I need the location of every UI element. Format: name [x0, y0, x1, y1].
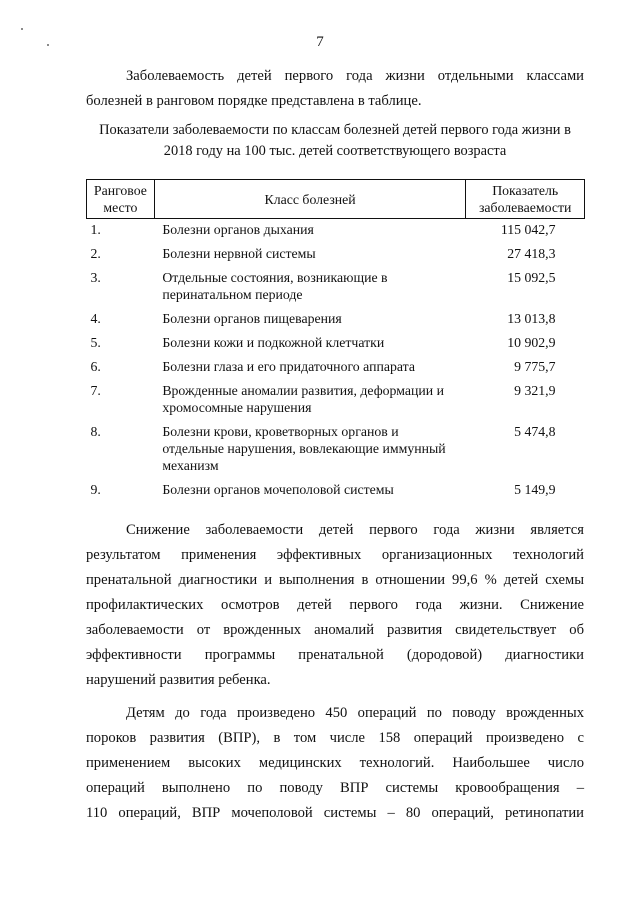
text-line: болезней в ранговом порядке представлена в таблице.: [86, 93, 422, 109]
text-line: пренатальной диагностики и выполнения в отношении 99,6 % детей схемы: [86, 572, 584, 588]
table-row: [87, 332, 585, 356]
text-line: операций выполнено по поводу ВПР системы кровообращения –: [86, 780, 584, 796]
rate-cell: 5 474,8: [514, 424, 556, 439]
table-row: [87, 380, 585, 421]
table-row: [87, 243, 585, 267]
rate-cell: 27 418,3: [507, 246, 556, 261]
disease-class-cell: [154, 267, 466, 308]
header-class: Класс болезней: [154, 180, 466, 219]
table-row: [87, 219, 585, 244]
table-row: [87, 479, 585, 503]
disease-class-line: Болезни органов пищеварения: [162, 311, 342, 326]
disease-class-line: Болезни крови, кроветворных органов и: [162, 424, 399, 439]
rank-cell: 8.: [90, 424, 101, 439]
rate-cell: 5 149,9: [514, 482, 556, 497]
disease-class-line: Отдельные состояния, возникающие в: [162, 270, 388, 285]
rank-cell: 1.: [90, 222, 101, 237]
caption-line: Показатели заболеваемости по классам болезней детей первого года жизни в: [99, 122, 571, 138]
text-line: пороков развития (ВПР), в том числе 158 операций произведено с: [86, 730, 584, 746]
rank-cell: 9.: [90, 482, 101, 497]
rank-cell: 5.: [90, 335, 101, 350]
rank-cell: 2.: [90, 246, 101, 261]
disease-class-cell: [154, 356, 466, 380]
rank-cell: 6.: [90, 359, 101, 374]
rate-cell: 9 321,9: [514, 383, 556, 398]
disease-class-cell: [154, 479, 466, 503]
rate-cell: 115 042,7: [500, 222, 556, 237]
header-rank: Ранговое место: [87, 180, 155, 219]
table-row: [87, 356, 585, 380]
text-line: эффективности программы пренатальной (дородовой) диагностики: [86, 647, 584, 663]
disease-class-line: Болезни органов дыхания: [162, 222, 314, 237]
disease-class-line: Врожденные аномалии развития, деформации и: [162, 383, 444, 398]
disease-class-cell: [154, 332, 466, 356]
rank-cell: 7.: [90, 383, 101, 398]
table-body: [87, 219, 585, 504]
disease-class-line: механизм: [162, 458, 219, 473]
paragraph-morbidity-decrease: [86, 518, 584, 693]
disease-class-line: Болезни кожи и подкожной клетчатки: [162, 335, 385, 350]
disease-class-cell: [154, 219, 466, 244]
disease-class-line: отдельные нарушения, вовлекающие иммунный: [162, 441, 446, 456]
disease-class-cell: [154, 243, 466, 267]
text-line: заболеваемости от врожденных аномалий развития свидетельствует об: [86, 622, 584, 638]
rate-cell: 9 775,7: [514, 359, 556, 374]
caption-line: 2018 году на 100 тыс. детей соответствующего возраста: [163, 143, 507, 159]
text-line: Заболеваемость детей первого года жизни отдельными классами: [126, 68, 584, 84]
text-line: 110 операций, ВПР мочеполовой системы – 80 операций, ретинопатии: [86, 805, 584, 821]
disease-class-cell: [154, 421, 466, 479]
table-row: [87, 421, 585, 479]
rank-cell: 4.: [90, 311, 101, 326]
intro-paragraph: [86, 64, 584, 114]
morbidity-table: [86, 179, 585, 503]
table-caption: [86, 120, 584, 162]
disease-class-line: перинатальном периоде: [162, 287, 303, 302]
disease-class-cell: [154, 380, 466, 421]
table-row: [87, 267, 585, 308]
disease-class-line: Болезни глаза и его придаточного аппарата: [162, 359, 415, 374]
text-line: применением высоких медицинских технологий. Наибольшее число: [86, 755, 584, 771]
page-number: 7: [316, 34, 324, 50]
header-value: Показатель заболеваемости: [466, 180, 585, 219]
paragraph-operations: [86, 701, 584, 826]
disease-class-line: Болезни органов мочеполовой системы: [162, 482, 394, 497]
scan-speck: [21, 28, 23, 30]
disease-class-cell: [154, 308, 466, 332]
table-header-row: [87, 180, 585, 219]
text-line: Снижение заболеваемости детей первого года жизни является: [126, 522, 584, 538]
disease-class-line: Болезни нервной системы: [162, 246, 316, 261]
table-row: [87, 308, 585, 332]
rank-cell: 3.: [90, 270, 101, 285]
text-line: Детям до года произведено 450 операций по поводу врожденных: [126, 705, 584, 721]
disease-class-line: хромосомные нарушения: [162, 400, 312, 415]
text-line: профилактических осмотров детей первого года жизни. Снижение: [86, 597, 584, 613]
text-line: нарушений развития ребенка.: [86, 672, 271, 688]
text-line: результатом применения эффективных организационных технологий: [86, 547, 584, 563]
rate-cell: 10 902,9: [507, 335, 556, 350]
rate-cell: 15 092,5: [507, 270, 556, 285]
rate-cell: 13 013,8: [507, 311, 556, 326]
